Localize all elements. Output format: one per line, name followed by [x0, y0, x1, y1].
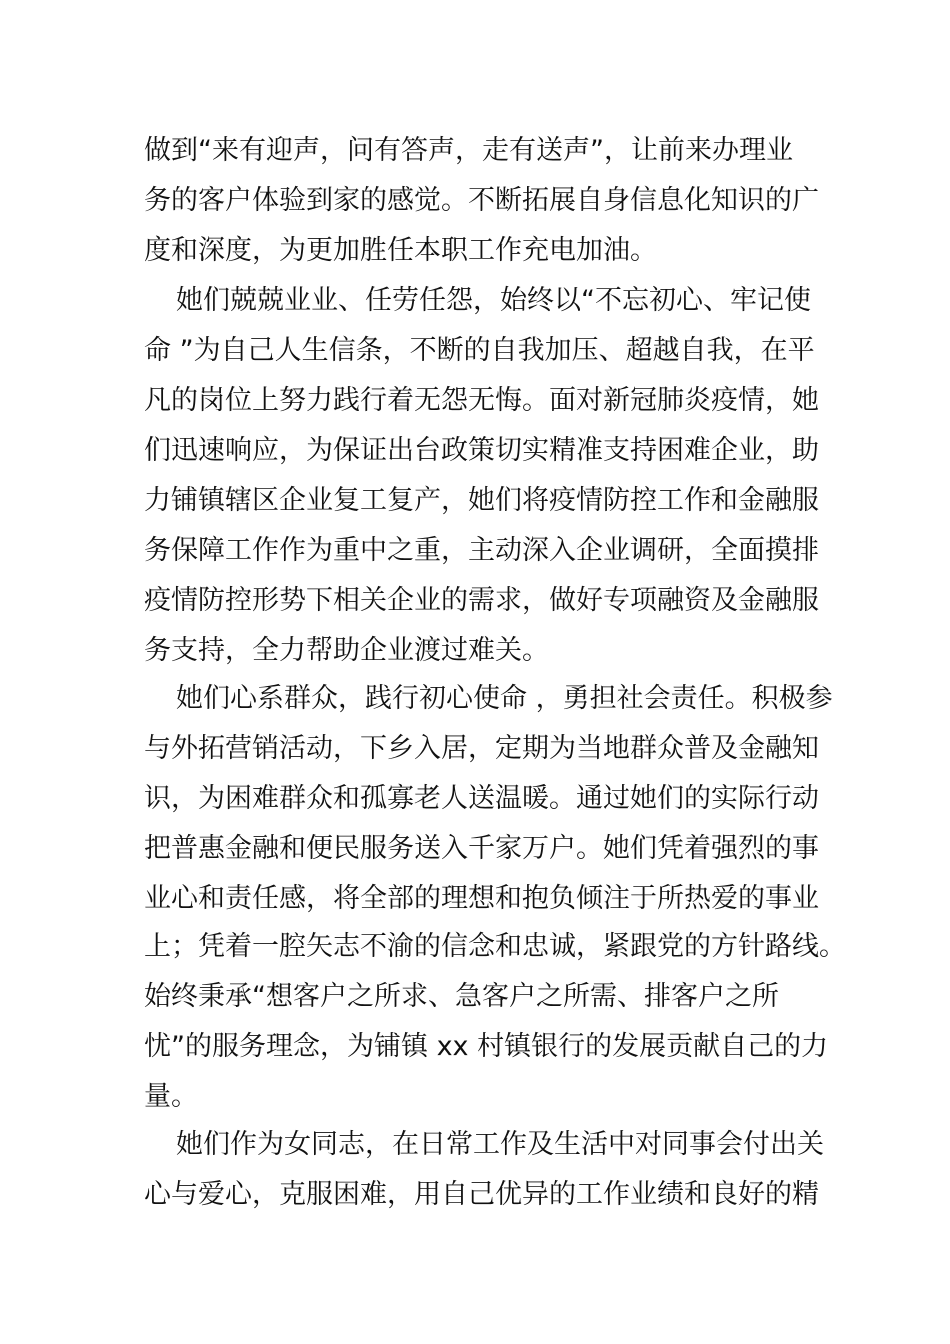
paragraph-2-line-7: 疫情防控形势下相关企业的需求，做好专项融资及金融服	[144, 585, 819, 616]
paragraph-2-line-6: 务保障工作作为重中之重，主动深入企业调研，全面摸排	[144, 535, 819, 566]
paragraph-3-line-5: 业心和责任感，将全部的理想和抱负倾注于所热爱的事业	[144, 883, 819, 914]
paragraph-4-line-2: 心与爱心，克服困难，用自己优异的工作业绩和良好的精	[144, 1179, 819, 1210]
paragraph-3-line-1: 她们心系群众，践行初心使命 ，勇担社会责任。积极参	[176, 683, 833, 714]
paragraph-2-line-3: 凡的岗位上努力践行着无怨无悔。面对新冠肺炎疫情，她	[144, 385, 819, 416]
paragraph-2-line-5: 力铺镇辖区企业复工复产，她们将疫情防控工作和金融服	[144, 485, 819, 516]
paragraph-3-line-2: 与外拓营销活动，下乡入居，定期为当地群众普及金融知	[144, 733, 819, 764]
paragraph-1-line-3: 度和深度，为更加胜任本职工作充电加油。	[144, 235, 657, 266]
paragraph-3-line-4: 把普惠金融和便民服务送入千家万户。她们凭着强烈的事	[144, 833, 819, 864]
paragraph-2-line-2: 命 ”为自己人生信条，不断的自我加压、超越自我，在平	[144, 335, 815, 366]
paragraph-3-line-9: 量。	[144, 1081, 198, 1112]
paragraph-3-line-7: 始终秉承“想客户之所求、急客户之所需、排客户之所	[144, 981, 779, 1012]
paragraph-3-line-3: 识，为困难群众和孤寡老人送温暖。通过她们的实际行动	[144, 783, 819, 814]
paragraph-2-line-1: 她们兢兢业业、任劳任怨，始终以“不忘初心、牢记使	[176, 285, 811, 316]
paragraph-1-line-1: 做到“来有迎声，问有答声，走有送声”，让前来办理业	[144, 135, 793, 166]
paragraph-2-line-4: 们迅速响应，为保证出台政策切实精准支持困难企业，助	[144, 435, 819, 466]
paragraph-3-line-8: 忧”的服务理念，为铺镇 xx 村镇银行的发展贡献自己的力	[144, 1031, 829, 1062]
paragraph-4-line-1: 她们作为女同志，在日常工作及生活中对同事会付出关	[176, 1129, 824, 1160]
paragraph-3-line-6: 上；凭着一腔矢志不渝的信念和忠诚，紧跟党的方针路线。	[144, 931, 846, 962]
paragraph-2-line-8: 务支持，全力帮助企业渡过难关。	[144, 635, 549, 666]
paragraph-1-line-2: 务的客户体验到家的感觉。不断拓展自身信息化知识的广	[144, 185, 819, 216]
